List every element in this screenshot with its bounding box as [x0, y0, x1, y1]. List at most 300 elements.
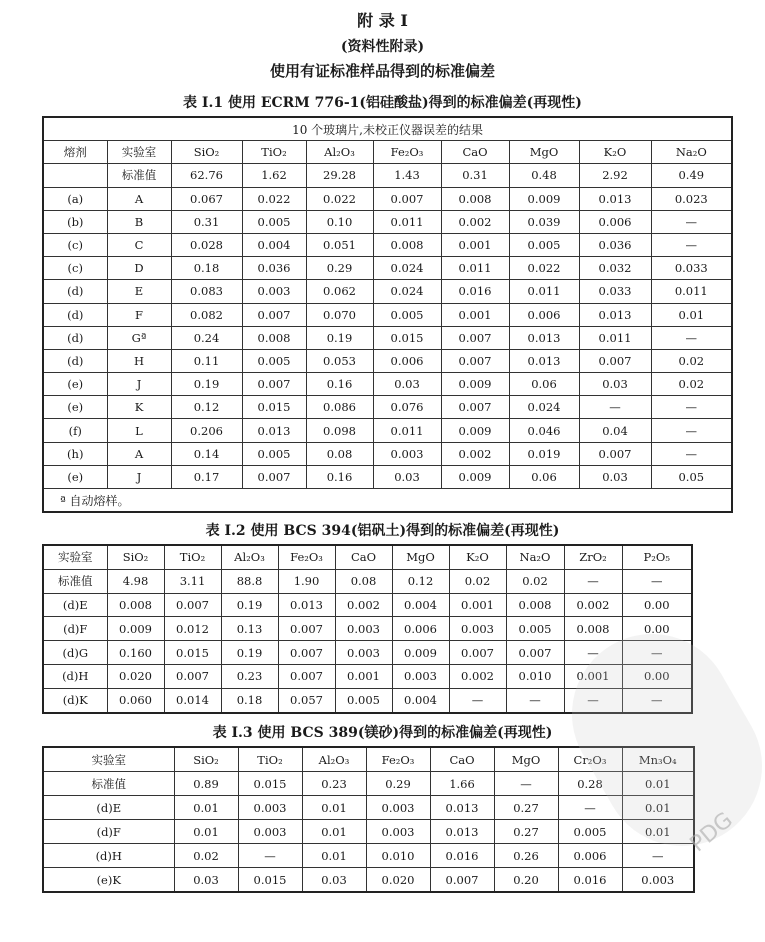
- table3-cell: 0.015: [238, 772, 302, 796]
- table3-cell: 0.02: [174, 844, 238, 868]
- table1-note-top: 10 个玻璃片,未校正仪器误差的结果: [43, 117, 732, 141]
- table1-cell: (a): [43, 187, 107, 210]
- table1-cell: 0.022: [509, 257, 579, 280]
- table2-header-cell: MgO: [392, 545, 449, 569]
- table1-cell: 0.067: [171, 187, 242, 210]
- table1-cell: (e): [43, 465, 107, 488]
- table1-cell: 0.036: [242, 257, 306, 280]
- table1-cell: —: [651, 419, 732, 442]
- table1-cell: 0.005: [242, 349, 306, 372]
- table2-cell: 1.90: [278, 569, 335, 593]
- table1-cell: 0.007: [441, 396, 509, 419]
- table1-cell: 0.19: [306, 326, 373, 349]
- table2-cell: 0.004: [392, 688, 449, 712]
- table3-cell: (d)H: [43, 844, 174, 868]
- table1-cell: 0.03: [579, 465, 651, 488]
- table1-cell: (d): [43, 326, 107, 349]
- table1-header-cell: Al₂O₃: [306, 141, 373, 164]
- table3-cell: 0.89: [174, 772, 238, 796]
- watermark-text: PDG: [685, 807, 738, 858]
- table1-cell: 0.006: [509, 303, 579, 326]
- table3-header-cell: CaO: [430, 747, 494, 772]
- table3-caption: 表 I.3 使用 BCS 389(镁砂)得到的标准偏差(再现性): [212, 725, 553, 741]
- table3-cell: (e)K: [43, 868, 174, 893]
- table2-cell: —: [622, 641, 692, 665]
- table1-cell: 0.001: [441, 303, 509, 326]
- table1-cell: J: [107, 373, 171, 396]
- table1-cell: (h): [43, 442, 107, 465]
- table1-cell: 0.007: [579, 442, 651, 465]
- table3-cell: 0.003: [238, 820, 302, 844]
- table1-cell: 0.039: [509, 210, 579, 233]
- table2-cell: —: [622, 569, 692, 593]
- appendix-heading: 使用有证标准样品得到的标准偏差: [269, 62, 495, 80]
- table2-cell: 0.008: [506, 593, 564, 617]
- table1-cell: —: [651, 326, 732, 349]
- table1-cell: D: [107, 257, 171, 280]
- table2-header-cell: SiO₂: [107, 545, 164, 569]
- table1-cell: (e): [43, 396, 107, 419]
- table1-cell: 0.016: [441, 280, 509, 303]
- table1-cell: 0.011: [373, 419, 441, 442]
- table1-header-cell: MgO: [509, 141, 579, 164]
- table2-cell: 0.00: [622, 664, 692, 688]
- table3-cell: 0.20: [494, 868, 558, 893]
- table2-cell: 0.007: [278, 664, 335, 688]
- table2-cell: 0.020: [107, 664, 164, 688]
- table1-row: [43, 187, 732, 210]
- table1-cell: 0.06: [509, 465, 579, 488]
- table3-cell: 标准值: [43, 772, 174, 796]
- table3-cell: 1.66: [430, 772, 494, 796]
- table2-header-cell: ZrO₂: [564, 545, 622, 569]
- table3-row: [43, 844, 694, 868]
- table1-cell: 29.28: [306, 164, 373, 187]
- table2-cell: 0.009: [107, 617, 164, 641]
- table1-header-cell: Fe₂O₃: [373, 141, 441, 164]
- table3-cell: 0.003: [366, 796, 430, 820]
- table3-cell: 0.01: [174, 796, 238, 820]
- table3-cell: 0.010: [366, 844, 430, 868]
- table1-cell: 0.009: [441, 419, 509, 442]
- table2-header-row: [43, 545, 692, 569]
- table1-cell: —: [651, 396, 732, 419]
- table1-cell: 0.005: [373, 303, 441, 326]
- table3-cell: 0.23: [302, 772, 366, 796]
- table1-cell: 0.005: [242, 442, 306, 465]
- table2-cell: —: [506, 688, 564, 712]
- table1-footnote: ª 自动熔样。: [43, 489, 732, 513]
- table1-row: [43, 373, 732, 396]
- table1-cell: 0.011: [441, 257, 509, 280]
- table2-cell: 0.008: [564, 617, 622, 641]
- table1: [42, 116, 733, 513]
- table3-header-cell: Cr₂O₃: [558, 747, 622, 772]
- table1-cell: 0.033: [651, 257, 732, 280]
- table1-cell: 0.013: [509, 326, 579, 349]
- table1-cell: 0.007: [242, 465, 306, 488]
- table1-cell: 0.10: [306, 210, 373, 233]
- table1-cell: 0.16: [306, 465, 373, 488]
- table2-cell: 0.00: [622, 593, 692, 617]
- table2-cell: 0.003: [335, 617, 392, 641]
- table3-cell: 0.01: [622, 796, 694, 820]
- table3-cell: 0.01: [302, 820, 366, 844]
- table1-cell: 0.007: [441, 349, 509, 372]
- table1-cell: 标准值: [107, 164, 171, 187]
- table1-cell: 0.005: [242, 210, 306, 233]
- table2-cell: —: [564, 641, 622, 665]
- table3-cell: 0.013: [430, 820, 494, 844]
- table1-cell: 0.17: [171, 465, 242, 488]
- table2-cell: 0.012: [164, 617, 221, 641]
- table1-cell: 0.002: [441, 442, 509, 465]
- table3-cell: 0.006: [558, 844, 622, 868]
- table1-cell: 0.008: [373, 233, 441, 256]
- table2-cell: 0.13: [221, 617, 278, 641]
- table1-cell: 0.022: [242, 187, 306, 210]
- table1-cell: F: [107, 303, 171, 326]
- table1-row: [43, 326, 732, 349]
- table1-cell: 0.14: [171, 442, 242, 465]
- table1-cell: (d): [43, 280, 107, 303]
- table1-cell: 0.015: [373, 326, 441, 349]
- table1-cell: 0.29: [306, 257, 373, 280]
- table3-cell: 0.29: [366, 772, 430, 796]
- table1-cell: (c): [43, 233, 107, 256]
- table1-note-row: [43, 117, 732, 141]
- table3-cell: 0.01: [174, 820, 238, 844]
- table2-cell: 0.08: [335, 569, 392, 593]
- table1-cell: 0.006: [579, 210, 651, 233]
- table1-cell: H: [107, 349, 171, 372]
- table2-cell: 0.18: [221, 688, 278, 712]
- table1-row: [43, 419, 732, 442]
- table1-cell: 0.206: [171, 419, 242, 442]
- table1-cell: 0.02: [651, 373, 732, 396]
- table2-cell: 0.005: [335, 688, 392, 712]
- table1-cell: 0.022: [306, 187, 373, 210]
- table2-header-cell: TiO₂: [164, 545, 221, 569]
- table1-row: [43, 442, 732, 465]
- table1-cell: 0.076: [373, 396, 441, 419]
- table1-cell: (b): [43, 210, 107, 233]
- table1-footnote-row: [43, 489, 732, 513]
- table2-cell: 0.002: [564, 593, 622, 617]
- table1-cell: [43, 164, 107, 187]
- table3-cell: 0.27: [494, 796, 558, 820]
- table3-cell: 0.26: [494, 844, 558, 868]
- table1-cell: 0.083: [171, 280, 242, 303]
- table1-cell: (f): [43, 419, 107, 442]
- table1-cell: L: [107, 419, 171, 442]
- table1-header-cell: Na₂O: [651, 141, 732, 164]
- table1-cell: 0.06: [509, 373, 579, 396]
- table1-cell: 1.62: [242, 164, 306, 187]
- table1-cell: 0.011: [509, 280, 579, 303]
- table1-cell: 0.062: [306, 280, 373, 303]
- table2-cell: 0.003: [392, 664, 449, 688]
- table3-cell: 0.01: [302, 796, 366, 820]
- table1-cell: 0.009: [441, 373, 509, 396]
- table1-cell: 0.03: [373, 465, 441, 488]
- table1-row: [43, 349, 732, 372]
- table1-header-cell: TiO₂: [242, 141, 306, 164]
- table1-cell: 0.028: [171, 233, 242, 256]
- table1-cell: 0.001: [441, 233, 509, 256]
- table1-row: [43, 465, 732, 488]
- table2-cell: 0.005: [506, 617, 564, 641]
- table3-cell: 0.016: [558, 868, 622, 893]
- table2-caption: 表 I.2 使用 BCS 394(铝矾土)得到的标准偏差(再现性): [205, 523, 560, 539]
- table1-cell: 0.19: [171, 373, 242, 396]
- table1-cell: B: [107, 210, 171, 233]
- table2-cell: 0.006: [392, 617, 449, 641]
- table2-cell: 0.23: [221, 664, 278, 688]
- table2-cell: 0.19: [221, 593, 278, 617]
- table2-header-cell: CaO: [335, 545, 392, 569]
- table1-cell: 0.31: [171, 210, 242, 233]
- table1-row: [43, 303, 732, 326]
- table2-cell: 0.001: [449, 593, 506, 617]
- table1-cell: 0.009: [441, 465, 509, 488]
- table1-cell: 0.18: [171, 257, 242, 280]
- table1-cell: —: [651, 233, 732, 256]
- table1-cell: (e): [43, 373, 107, 396]
- table1-cell: 0.009: [509, 187, 579, 210]
- table3-cell: 0.016: [430, 844, 494, 868]
- table1-cell: 0.24: [171, 326, 242, 349]
- table1-cell: 2.92: [579, 164, 651, 187]
- table1-header-cell: SiO₂: [171, 141, 242, 164]
- table2-cell: 0.007: [164, 593, 221, 617]
- table1-cell: 0.03: [579, 373, 651, 396]
- table3-row: [43, 820, 694, 844]
- table1-cell: 1.43: [373, 164, 441, 187]
- table1-cell: 0.11: [171, 349, 242, 372]
- table1-cell: 0.008: [242, 326, 306, 349]
- table3-cell: 0.020: [366, 868, 430, 893]
- table3-cell: 0.003: [622, 868, 694, 893]
- table1-cell: 62.76: [171, 164, 242, 187]
- table3-cell: 0.28: [558, 772, 622, 796]
- table1-cell: 0.12: [171, 396, 242, 419]
- table1-cell: 0.082: [171, 303, 242, 326]
- table1-cell: E: [107, 280, 171, 303]
- table1-cell: 0.013: [509, 349, 579, 372]
- table2-cell: 0.02: [449, 569, 506, 593]
- table1-caption: 表 I.1 使用 ECRM 776-1(铝硅酸盐)得到的标准偏差(再现性): [183, 95, 582, 111]
- table1-cell: (d): [43, 349, 107, 372]
- table1-cell: A: [107, 187, 171, 210]
- table3-cell: 0.01: [622, 820, 694, 844]
- table1-cell: Gª: [107, 326, 171, 349]
- table1-cell: 0.013: [242, 419, 306, 442]
- table1-cell: 0.008: [441, 187, 509, 210]
- table2-row: [43, 569, 692, 593]
- table2-cell: (d)E: [43, 593, 107, 617]
- table3-cell: —: [558, 796, 622, 820]
- table2-cell: 0.009: [392, 641, 449, 665]
- table2-cell: 0.160: [107, 641, 164, 665]
- table3-cell: 0.007: [430, 868, 494, 893]
- table1-cell: 0.02: [651, 349, 732, 372]
- table1-cell: 0.05: [651, 465, 732, 488]
- table1-cell: 0.024: [509, 396, 579, 419]
- table1-cell: 0.08: [306, 442, 373, 465]
- table1-cell: 0.003: [242, 280, 306, 303]
- table1-row: [43, 210, 732, 233]
- table2-cell: 0.060: [107, 688, 164, 712]
- table1-cell: 0.007: [579, 349, 651, 372]
- table2-cell: 0.19: [221, 641, 278, 665]
- table2-header-cell: 实验室: [43, 545, 107, 569]
- table2-cell: (d)K: [43, 688, 107, 712]
- table3-header-cell: Mn₃O₄: [622, 747, 694, 772]
- table1-cell: 0.002: [441, 210, 509, 233]
- table2-cell: (d)G: [43, 641, 107, 665]
- table2-header-cell: Al₂O₃: [221, 545, 278, 569]
- table2-cell: 0.003: [449, 617, 506, 641]
- table2-cell: 3.11: [164, 569, 221, 593]
- table3-cell: 0.005: [558, 820, 622, 844]
- table1-header-cell: K₂O: [579, 141, 651, 164]
- table3-cell: 0.01: [302, 844, 366, 868]
- table1-cell: 0.032: [579, 257, 651, 280]
- table2-header-cell: K₂O: [449, 545, 506, 569]
- table3-header-cell: Fe₂O₃: [366, 747, 430, 772]
- table1-cell: 0.03: [373, 373, 441, 396]
- table1-cell: J: [107, 465, 171, 488]
- table2-cell: (d)H: [43, 664, 107, 688]
- table2-cell: —: [449, 688, 506, 712]
- table1-cell: 0.006: [373, 349, 441, 372]
- table3-cell: —: [622, 844, 694, 868]
- table2-cell: 0.12: [392, 569, 449, 593]
- table2-cell: 0.007: [278, 641, 335, 665]
- table3-row: [43, 868, 694, 893]
- table1-cell: 0.007: [242, 303, 306, 326]
- table3-cell: —: [494, 772, 558, 796]
- table2-cell: 0.003: [335, 641, 392, 665]
- table1-header-cell: 实验室: [107, 141, 171, 164]
- table1-cell: (d): [43, 303, 107, 326]
- table1-cell: 0.036: [579, 233, 651, 256]
- table3-cell: 0.27: [494, 820, 558, 844]
- table1-header-cell: CaO: [441, 141, 509, 164]
- table3-cell: 0.013: [430, 796, 494, 820]
- table3-header-cell: 实验室: [43, 747, 174, 772]
- table1-cell: 0.04: [579, 419, 651, 442]
- table1-cell: 0.019: [509, 442, 579, 465]
- table1-cell: 0.16: [306, 373, 373, 396]
- table1-cell: 0.051: [306, 233, 373, 256]
- table2-cell: 0.007: [278, 617, 335, 641]
- table1-cell: 0.007: [242, 373, 306, 396]
- table1-cell: 0.086: [306, 396, 373, 419]
- appendix-subtitle: (资料性附录): [340, 39, 425, 55]
- table1-cell: A: [107, 442, 171, 465]
- table1-cell: 0.007: [373, 187, 441, 210]
- table3-cell: 0.03: [302, 868, 366, 893]
- table3-cell: —: [238, 844, 302, 868]
- table1-cell: 0.31: [441, 164, 509, 187]
- table2-cell: 0.014: [164, 688, 221, 712]
- table2-row: [43, 617, 692, 641]
- table1-cell: 0.098: [306, 419, 373, 442]
- table3-header-cell: MgO: [494, 747, 558, 772]
- table2-header-cell: Fe₂O₃: [278, 545, 335, 569]
- table2-cell: 0.013: [278, 593, 335, 617]
- table2-cell: 0.007: [164, 664, 221, 688]
- table1-cell: 0.011: [651, 280, 732, 303]
- table1-cell: 0.024: [373, 257, 441, 280]
- table2-cell: 0.02: [506, 569, 564, 593]
- table1-cell: 0.011: [579, 326, 651, 349]
- table2-cell: 0.002: [335, 593, 392, 617]
- table1-cell: 0.033: [579, 280, 651, 303]
- table1-cell: 0.013: [579, 303, 651, 326]
- table2-cell: —: [564, 688, 622, 712]
- table2-cell: —: [622, 688, 692, 712]
- table2-cell: 0.007: [506, 641, 564, 665]
- table2-cell: 0.057: [278, 688, 335, 712]
- table2-cell: 0.001: [335, 664, 392, 688]
- table3-header-cell: Al₂O₃: [302, 747, 366, 772]
- table1-cell: 0.005: [509, 233, 579, 256]
- table3-row: [43, 796, 694, 820]
- table1-cell: (c): [43, 257, 107, 280]
- table3-cell: 0.01: [622, 772, 694, 796]
- table1-cell: —: [651, 210, 732, 233]
- table1-cell: 0.053: [306, 349, 373, 372]
- table2-cell: —: [564, 569, 622, 593]
- table2-row: [43, 593, 692, 617]
- table2-cell: 0.008: [107, 593, 164, 617]
- table2-cell: 0.002: [449, 664, 506, 688]
- table1-cell: 0.024: [373, 280, 441, 303]
- table3-cell: 0.015: [238, 868, 302, 893]
- table1-header-cell: 熔剂: [43, 141, 107, 164]
- table1-cell: 0.011: [373, 210, 441, 233]
- table2-cell: 0.015: [164, 641, 221, 665]
- table1-cell: 0.004: [242, 233, 306, 256]
- table3-header-cell: SiO₂: [174, 747, 238, 772]
- table1-cell: 0.046: [509, 419, 579, 442]
- table1-cell: —: [579, 396, 651, 419]
- table3-cell: (d)F: [43, 820, 174, 844]
- table1-cell: —: [651, 442, 732, 465]
- appendix-title: 附 录 I: [357, 11, 408, 30]
- table2-cell: 0.010: [506, 664, 564, 688]
- table1-row: [43, 233, 732, 256]
- table1-cell: 0.003: [373, 442, 441, 465]
- table1-cell: 0.49: [651, 164, 732, 187]
- table3-cell: 0.03: [174, 868, 238, 893]
- table1-cell: 0.007: [441, 326, 509, 349]
- table2-cell: 0.004: [392, 593, 449, 617]
- table1-header-row: [43, 141, 732, 164]
- table1-cell: 0.023: [651, 187, 732, 210]
- table3-cell: (d)E: [43, 796, 174, 820]
- table2-cell: (d)F: [43, 617, 107, 641]
- table2-cell: 4.98: [107, 569, 164, 593]
- table1-cell: 0.48: [509, 164, 579, 187]
- table3-header-cell: TiO₂: [238, 747, 302, 772]
- table1-row: [43, 280, 732, 303]
- table1-cell: 0.070: [306, 303, 373, 326]
- table1-cell: 0.01: [651, 303, 732, 326]
